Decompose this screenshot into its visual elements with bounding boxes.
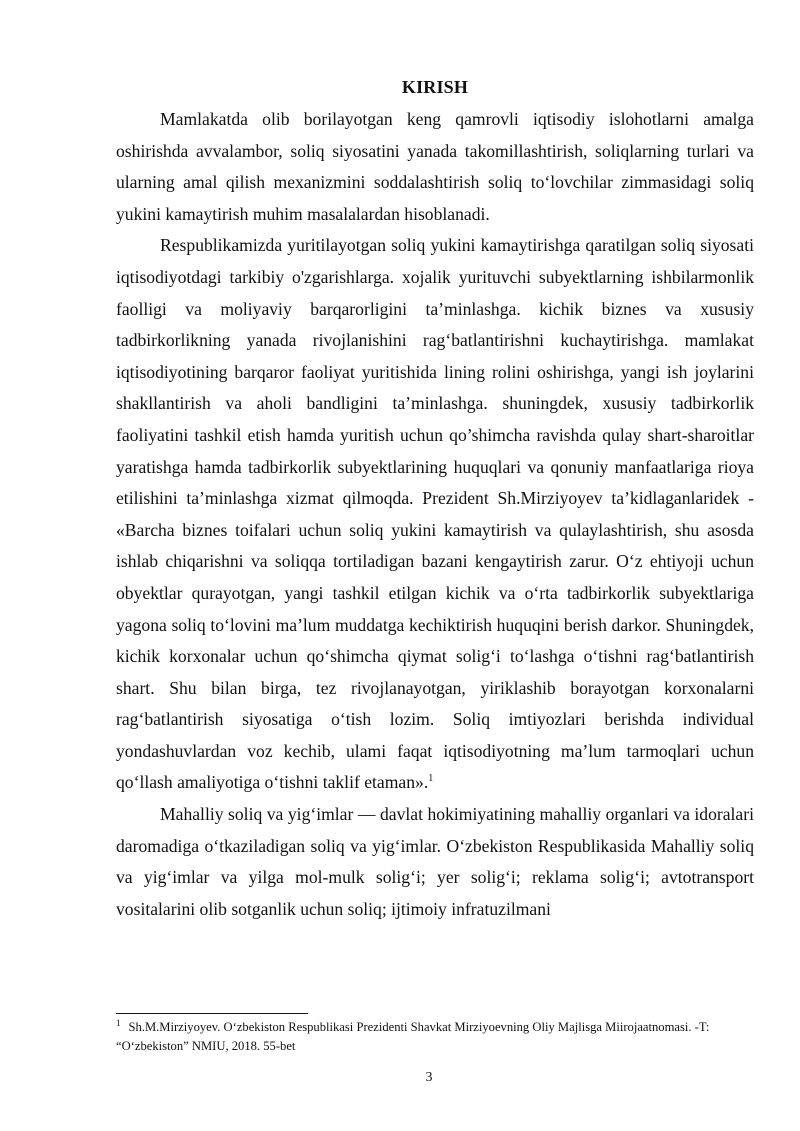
paragraph-3: Mahalliy soliq va yig‘imlar — davlat hokimiyatining mahalliy organlari va idoralari daromadiga o‘tkaziladigan soliq va yig‘imlar. O‘zbekiston Respublikasida Mahalliy soliq va yig‘imlar va yilga mol-mulk solig‘i; yer solig‘i; reklama solig‘i; avtotransport vositalarini olib sotganlik uchun soliq; ijtimoiy infratuzilmani bbox=[116, 804, 754, 919]
footnote-divider bbox=[116, 1013, 308, 1014]
paragraph-1: Mamlakatda olib borilayotgan keng qamrovli iqtisodiy islohotlarni amalga oshirishda avvalambor, soliq siyosatini yanada takomillashtirish, soliqlarning turlari va ularning amal qilish mexanizmini soddalashtirish soliq to‘lovchilar zimmasidagi soliq yukini kamaytirish muhim masalalardan hisoblanadi. bbox=[116, 109, 754, 224]
footnote bbox=[116, 1018, 754, 1056]
paragraph-2-text: Respublikamizda yuritilayotgan soliq yukini kamaytirishga qaratilgan soliq siyosati iqtisodiyotdagi tarkibiy o'zgarishlarga. xojalik yurituvchi subyektlarning ishbilarmonlik faolligi va moliyaviy barqarorligini ta’minlashga. kichik biznes va xususiy tadbirkorlikning yanada rivojlanishini rag‘batlantirishni kuchaytirishga. mamlakat iqtisodiyotining barqaror faoliyat yuritishida lining rolini oshirishga, yangi ish joylarini shakllantirish va aholi bandligini ta’minlashga. shuningdek, xususiy tadbirkorlik faoliyatini tashkil etish hamda yuritish uchun qo’shimcha ravishda qulay shart-sharoitlar yaratishga hamda tadbirkorlik subyektlarining huquqlari va qonuniy manfaatlariga rioya etilishini ta’minlashga xizmat qilmoqda. Prezident Sh.Mirziyoyev ta’kidlaganlaridek - «Barcha biznes toifalari uchun soliq yukini kamaytirish va qulaylashtirish, shu asosda ishlab chiqarishni va soliqqa tortiladigan bazani kengaytirish zarur. O‘z ehtiyoji uchun obyektlar qurayotgan, yangi tashkil etilgan kichik va o‘rta tadbirkorlik subyektlariga yagona soliq to‘lovini ma’lum muddatga kechiktirish huquqini berish darkor. Shuningdek, kichik korxonalar uchun qo‘shimcha qiymat solig‘i to‘lashga o‘tishni rag‘batlantirish shart. Shu bilan birga, tez rivojlanayotgan, yiriklashib borayotgan korxonalarni rag‘batlantirish siyosatiga o‘tish lozim. Soliq imtiyozlari berishda individual yondashuvlardan voz kechib, ulami faqat iqtisodiyotning ma’lum tarmoqlari uchun qo‘llash amaliyotiga o‘tishni taklif etaman». bbox=[116, 235, 754, 793]
footnote-text: Sh.M.Mirziyoyev. O‘zbekiston Respublikasi Prezidenti Shavkat Mirziyoevning Oliy Majlisga Miirojaatnomasi. -T: “O‘zbekiston” NMIU, 2018. 55-bet bbox=[116, 1020, 710, 1053]
section-heading: KIRISH bbox=[401, 77, 469, 97]
footnote-reference[interactable]: 1 bbox=[428, 773, 434, 785]
page-number: 3 bbox=[425, 1070, 433, 1085]
paragraph-2 bbox=[116, 230, 754, 799]
footnote-mark: 1 bbox=[116, 1017, 121, 1028]
page-content bbox=[116, 74, 754, 925]
